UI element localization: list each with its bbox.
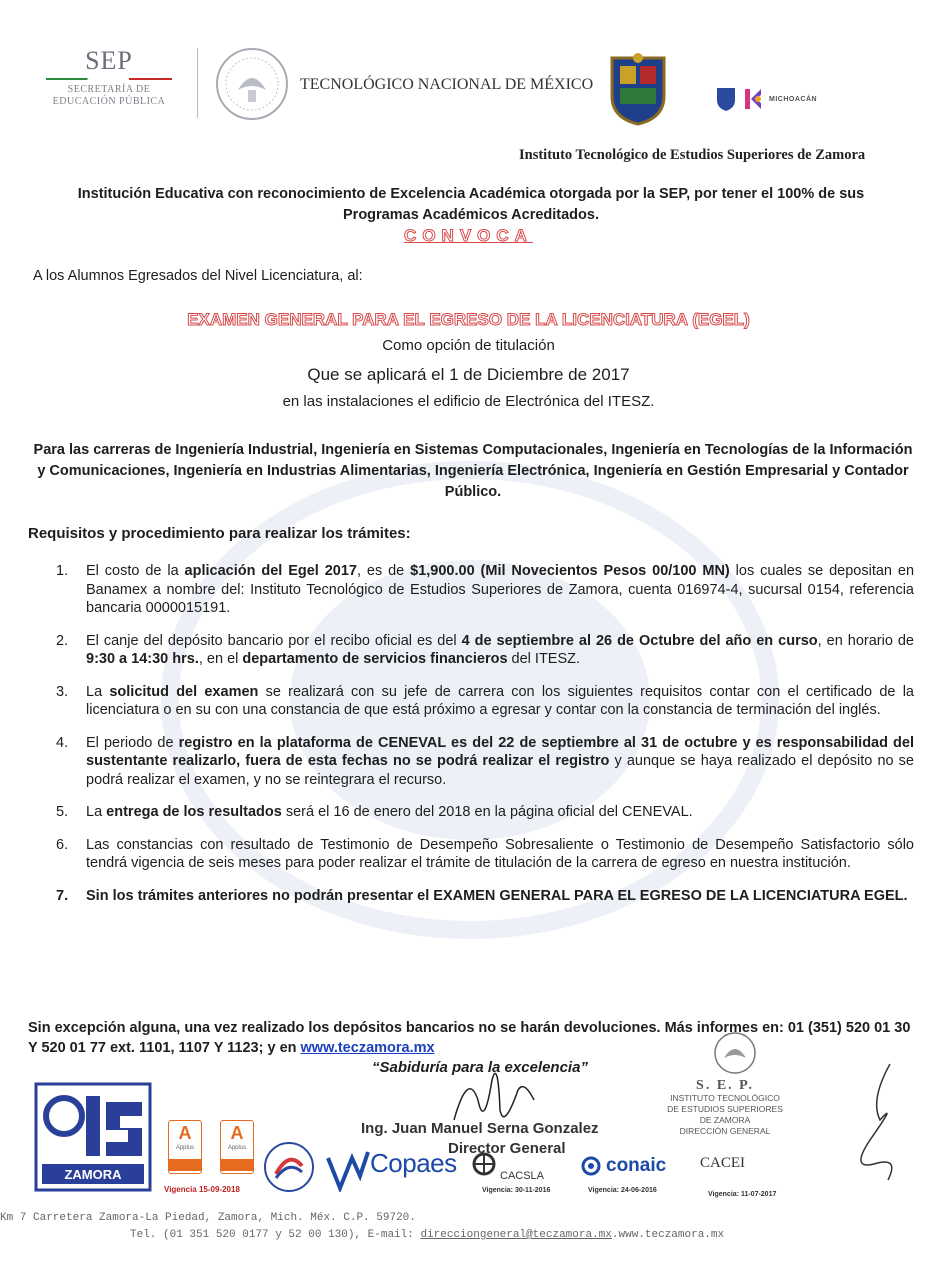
sep-logo-subtitle-2: EDUCACIÓN PÚBLICA (52, 96, 166, 107)
copaes-mark-icon (326, 1148, 370, 1192)
flag-stripe (46, 78, 172, 80)
applus-badge (220, 1120, 254, 1174)
conaic-validity: Vigencia: 24-06-2016 (588, 1187, 657, 1194)
applus-word: Applus (175, 1145, 195, 1151)
conaic-word: conaic (606, 1155, 667, 1176)
requirement-item (56, 562, 914, 618)
cacei-validity: Vigencia: 11-07-2017 (708, 1191, 777, 1198)
requirement-text: El costo de la aplicación del Egel 2017, es de $1,900.00 (Mil Novecientos Pesos 00/100 MN) los cuales se depositan en Banamex a nombre del: Instituto Tecnológico de Estudios Superiores de Zamora, cuenta 016974-4, sucursal 0154, referencia bancaria 0000015191. (86, 563, 915, 616)
stamp-line: DE ZAMORA (699, 1115, 751, 1125)
sep-logo-word: SEP (85, 46, 133, 75)
requirements-list (56, 562, 914, 905)
footer-website: .www.teczamora.mx (611, 1229, 725, 1241)
careers-list: Para las carreras de Ingeniería Industrial, Ingeniería en Sistemas Computacionales, Ingeniería en Tecnologías de la Información y Comunicaciones, Ingeniería en Industrias Alimentarias, Ingeniería Electrónica, Ingeniería en Gestión Empresarial y Contador Público. (33, 442, 913, 500)
itesz-zamora-logo-icon (34, 1082, 152, 1192)
michoacan-shield-icon (606, 52, 670, 126)
footer-contact-line (130, 1227, 937, 1244)
address-footer (0, 1210, 937, 1244)
website-link[interactable]: www.teczamora.mx (300, 1040, 435, 1056)
cacsla-word: CACSLA (500, 1170, 545, 1182)
michoacan-government-logos (715, 86, 817, 112)
stamp-eagle-icon (712, 1030, 758, 1076)
exam-venue: en las instalaciones el edificio de Electrónica del ITESZ. (282, 393, 655, 410)
accreditation-round-logo-icon (262, 1140, 316, 1194)
titulation-option: Como opción de titulación (382, 337, 555, 354)
requirement-number: 7. (56, 887, 69, 904)
cacei-word: CACEI (700, 1155, 745, 1171)
requirements-heading: Requisitos y procedimiento para realizar los trámites: (28, 525, 411, 542)
conaic-ring-icon (580, 1155, 602, 1177)
state-seal-icon (715, 86, 737, 112)
sep-logo (34, 46, 184, 108)
requirement-item (56, 836, 914, 873)
michoacan-k-icon (743, 87, 763, 111)
exam-date: Que se aplicará el 1 de Diciembre de 2017 (307, 365, 630, 384)
applus-bar (221, 1159, 253, 1171)
requirement-item (56, 632, 914, 669)
official-stamp (660, 1080, 790, 1137)
michoacan-word: MICHOACÁN (769, 95, 818, 103)
applus-badge (168, 1120, 202, 1174)
mexico-eagle-seal-icon (214, 46, 290, 122)
requirement-text: El canje del depósito bancario por el recibo oficial es del 4 de septiembre al 26 de Octubre del año en curso, en horario de 9:30 a 14:30 hrs., en el departamento de servicios financieros del ITESZ. (86, 632, 915, 667)
applus-validity: Vigencia 15-09-2018 (164, 1185, 240, 1194)
footer-address-line: Km 7 Carretera Zamora-La Piedad, Zamora, Mich. Méx. C.P. 59720. (0, 1212, 416, 1224)
requirement-number: 5. (56, 804, 69, 820)
requirement-item (56, 683, 914, 720)
header-divider (197, 48, 198, 118)
footer-phone: Tel. (01 351 520 0177 y 52 00 130), E-mail: (130, 1229, 421, 1241)
conaic-logo (580, 1155, 666, 1177)
stamp-line: INSTITUTO TECNOLÓGICO (670, 1093, 780, 1103)
convoca-heading: CONVOCA (404, 226, 533, 245)
stamp-line: DIRECCIÓN GENERAL (679, 1126, 771, 1136)
requirement-text: Las constancias con resultado de Testimonio de Desempeño Sobresaliente o Testimonio de Desempeño Satisfactorio sólo tendrá vigencia de seis meses para poder realizar el trámite de titulación de la carrera de egreso en nuestra institución. (86, 836, 914, 871)
requirement-number: 2. (56, 632, 69, 649)
applus-word: Applus (227, 1145, 247, 1151)
requirement-text: La solicitud del examen se realizará con su jefe de carrera con los siguientes requisitos contar con el certificado de la licenciatura o en su con una constancia de que está próximo a egresar y contar con la constancia de terminación del inglés. (86, 683, 914, 718)
letterhead (0, 0, 937, 175)
requirement-item (56, 803, 914, 822)
sep-logo-subtitle-1: SECRETARÍA DE (67, 84, 151, 95)
cacsla-validity: Vigencia: 30-11-2016 (482, 1187, 551, 1194)
motto: “Sabiduría para la excelencia” (372, 1059, 588, 1076)
footer-email-link[interactable]: direcciongeneral@teczamora.mx (420, 1229, 612, 1241)
applus-certifications (168, 1120, 254, 1174)
applus-a-letter: A (230, 1123, 244, 1143)
applus-a-letter: A (178, 1123, 192, 1143)
requirement-number: 1. (56, 563, 69, 579)
stamp-line: DE ESTUDIOS SUPERIORES (667, 1104, 783, 1114)
copaes-logo-word: Copaes (370, 1148, 457, 1178)
requirement-text: El periodo de registro en la plataforma de CENEVAL es del 22 de septiembre al 31 de octubre y es responsabilidad del sustentante realizarlo, fuera de esta fechas no se podrá realizar el registro y aunque se haya realizado el depósito no se podrá realizar el examen, y no se reintegrara el recurso. (86, 734, 914, 788)
requirement-text: La entrega de los resultados será el 16 de enero del 2018 en la página oficial del CENEVAL. (86, 804, 693, 820)
closing-text: Sin excepción alguna, una vez realizado los depósitos bancarios no se harán devoluciones. Más informes en: 01 (351) 520 01 30 Y 520 01 77 ext. 1101, 1107 Y 1123; y en (28, 1020, 911, 1056)
addressee-line: A los Alumnos Egresados del Nivel Licenciatura, al: (33, 268, 363, 284)
closing-paragraph (28, 1018, 914, 1058)
institute-name: Instituto Tecnológico de Estudios Superiores de Zamora (519, 147, 866, 163)
tecnm-title: TECNOLÓGICO NACIONAL DE MÉXICO (300, 76, 594, 93)
requirement-item (56, 887, 914, 906)
signer-name: Ing. Juan Manuel Serna Gonzalez (361, 1120, 599, 1137)
stamp-sep: S. E. P. (696, 1078, 754, 1093)
signer-title: Director General (448, 1140, 566, 1157)
requirement-text: Sin los trámites anteriores no podrán presentar el EXAMEN GENERAL PARA EL EGRESO DE LA LICENCIATURA EGEL. (86, 887, 908, 904)
second-signature-icon (840, 1060, 910, 1190)
requirement-number: 4. (56, 734, 69, 751)
zamora-logo-word: ZAMORA (64, 1167, 122, 1182)
applus-bar (169, 1159, 201, 1171)
excellence-statement: Institución Educativa con reconocimiento de Excelencia Académica otorgada por la SEP, por tener el 100% de sus Programas Académicos Acreditados. (77, 186, 865, 223)
requirement-number: 6. (56, 836, 69, 853)
exam-title: EXAMEN GENERAL PARA EL EGRESO DE LA LICENCIATURA (EGEL) (187, 310, 750, 329)
requirement-item (56, 734, 914, 790)
requirement-number: 3. (56, 683, 69, 700)
